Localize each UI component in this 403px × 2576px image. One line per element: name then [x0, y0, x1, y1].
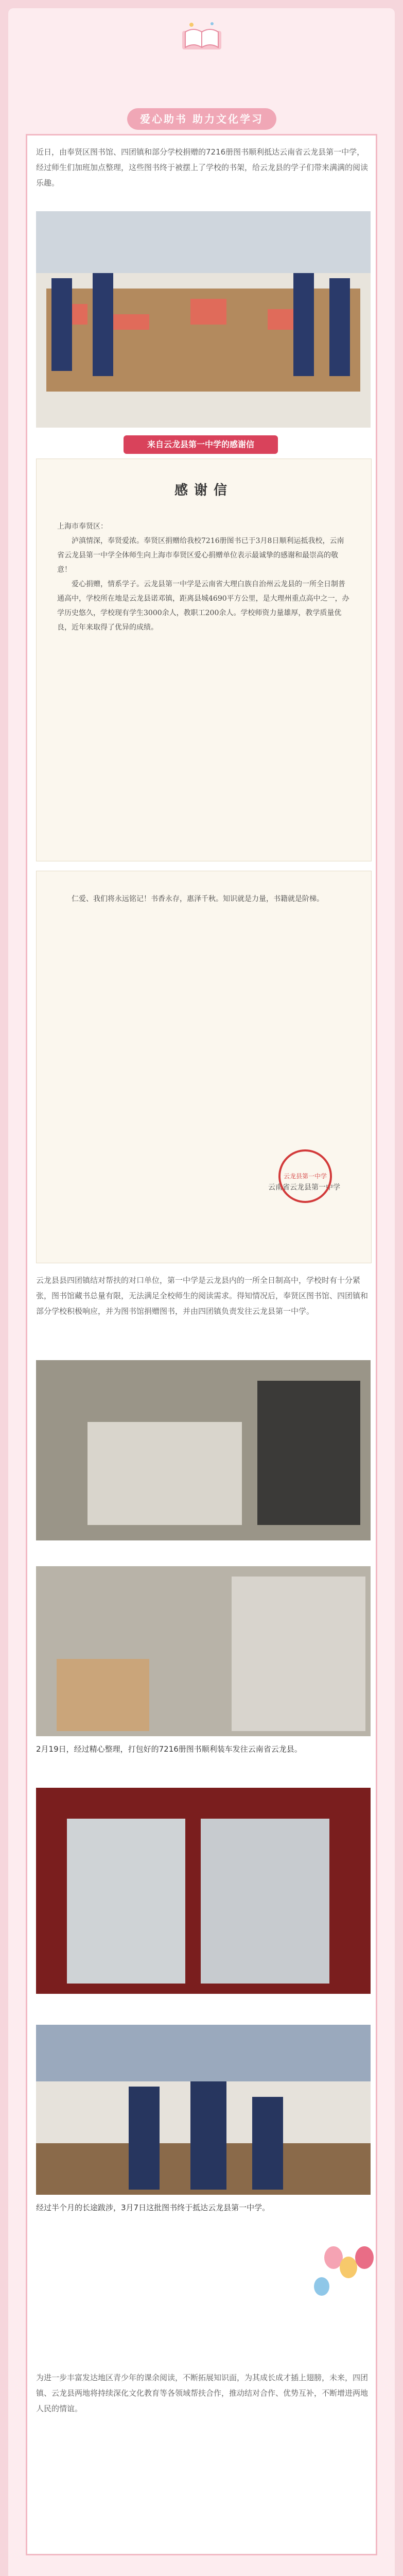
- book-icon: [180, 21, 223, 52]
- library-photo-2: [36, 2025, 371, 2195]
- letter-sign: 云南省云龙县第一中学: [268, 1183, 340, 1192]
- letter-body-2: 爱心捐赠，情系学子。云龙县第一中学是云南省大理白族自治州云龙县的一所全日制普通高中，学校所在地是云龙县诺邓镇，距离县城4690平方公里，是大理州重点高中之一，办学历史悠久，学校现有学生3000余人，教职工200余人。学校师资力量雄厚，教学质量优良，近年来取得了优异的成绩。: [57, 580, 349, 632]
- balloon-icon: [340, 2257, 357, 2278]
- letter-body-1: 泸滇情深，奉贤爱浓。奉贤区捐赠给我校7216册图书已于3月8日顺利运抵我校，云南省云龙县第一中学全体师生向上海市奉贤区爱心捐赠单位表示最诚挚的感谢和最崇高的敬意！: [57, 537, 344, 574]
- balloon-icon: [314, 2277, 329, 2296]
- thank-you-letter-page-2: [36, 871, 372, 1263]
- letter-body-3: 仁爱、我们将永远铭记！书香永存，惠泽千秋。知识就是力量，书籍就是阶梯。: [72, 895, 324, 903]
- library-photo-1: [36, 211, 371, 428]
- page-title: 爱心助书 助力文化学习: [127, 108, 276, 130]
- letter-title: 感谢信: [174, 483, 233, 498]
- letter-label: 来自云龙县第一中学的感谢信: [124, 435, 278, 454]
- truck-photo: [36, 1788, 371, 1994]
- intro-paragraph: 近日，由奉贤区图书馆、四团镇和部分学校捐赠的7216册图书顺利抵达云南省云龙县第一中学，经过师生们加班加点整理，这些图书终于被摆上了学校的书架，给云龙县的学子们带来满满的阅读乐趣。: [36, 147, 369, 188]
- thank-you-letter-page-1: [36, 459, 372, 861]
- balloon-icon: [355, 2246, 374, 2269]
- caption-2: 经过半个月的长途跋涉，3月7日这批图书终于抵达云龙县第一中学。: [36, 2203, 270, 2212]
- outro-paragraph: 为进一步丰富发达地区青少年的课余阅读，不断拓展知识面，为其成长成才插上翅膀，未来，四团镇、云龙县两地将持续深化文化教育等各领域帮扶合作，推动结对合作、优势互补，不断增进两地人民的情谊。: [36, 2373, 369, 2413]
- loading-photo-1: [36, 1360, 371, 1540]
- loading-photo-2: [36, 1566, 371, 1736]
- letter-greeting: 上海市奉贤区：: [57, 522, 108, 531]
- paragraph-2: 云龙县县四团镇结对帮扶的对口单位，第一中学是云龙县内的一所全日制高中，学校时有十分紧张，图书馆藏书总量有限，无法满足全校师生的阅读需求。得知情况后，奉贤区图书馆、四团镇和部分学校积极响应，并为图书馆捐赠图书，并由四团镇负责发往云龙县第一中学。: [36, 1276, 369, 1316]
- school-seal: 云龙县第一中学: [278, 1149, 332, 1203]
- caption-1: 2月19日，经过精心整理，打包好的7216册图书顺利装车发往云南省云龙县。: [36, 1744, 302, 1754]
